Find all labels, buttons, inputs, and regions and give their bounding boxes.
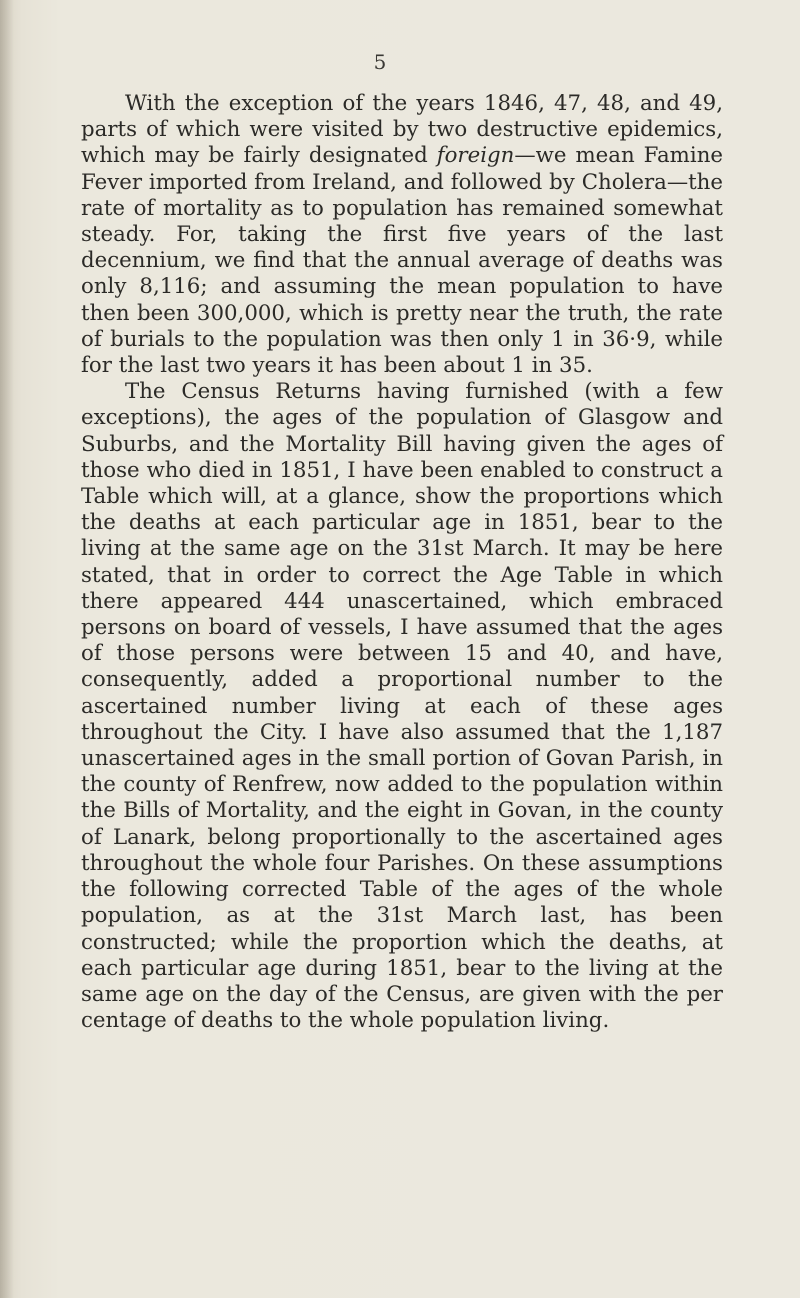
page-number: 5 <box>373 50 387 74</box>
paragraph-2: The Census Returns having furnished (with a few exceptions), the ages of the population of Glasgow and Suburbs, and the Mortality Bill having given the ages of those who died in 1851, I have been enabled to construct a Table which will, at a glance, show the proportions which the deaths at each particular age in 1851, bear to the living at the same age on the 31st March. It may be here stated, that in order to correct the Age Table in which there appeared 444 unascertained, which embraced persons on board of vessels, I have assumed that the ages of those persons were between 15 and 40, and have, consequently, added a proportional number to the ascertained number living at each of these ages throughout the City. I have also assumed that the 1,187 unascertained ages in the small portion of Govan Parish, in the county of Renfrew, now added to the population within the Bills of Mortality, and the eight in Govan, in the county of Lanark, belong proportionally to the ascertained ages throughout the whole four Parishes. On these assumptions the following corrected Table of the ages of the whole population, as at the 31st March last, has been constructed; while the proportion which the deaths, at each particular age during 1851, bear to the living at the same age on the day of the Census, are given with the per centage of deaths to the whole population living. <box>81 379 723 1034</box>
paragraph-1-text-end: —we mean Famine Fever imported from Ireland, and followed by Cholera—the rate of mortality as to population has remained somewhat steady. For, taking the first five years of the last decennium, we find that the annual average of deaths was only 8,116; and assuming the mean population to have then been 300,000, which is pretty near the truth, the rate of burials to the population was then only 1 in 36·9, while for the last two years it has been about 1 in 35. <box>81 143 724 379</box>
paragraph-1-text-start: With the exception of the years 1846, 47, 48, and 49, parts of which were visited by two destructive epidemics, which may be fairly designated <box>81 91 723 169</box>
page-edge-shadow <box>0 0 14 1298</box>
paragraph-1-italic-word: foreign <box>436 143 515 169</box>
paragraph-1 <box>81 91 723 379</box>
body-text <box>81 91 723 1034</box>
